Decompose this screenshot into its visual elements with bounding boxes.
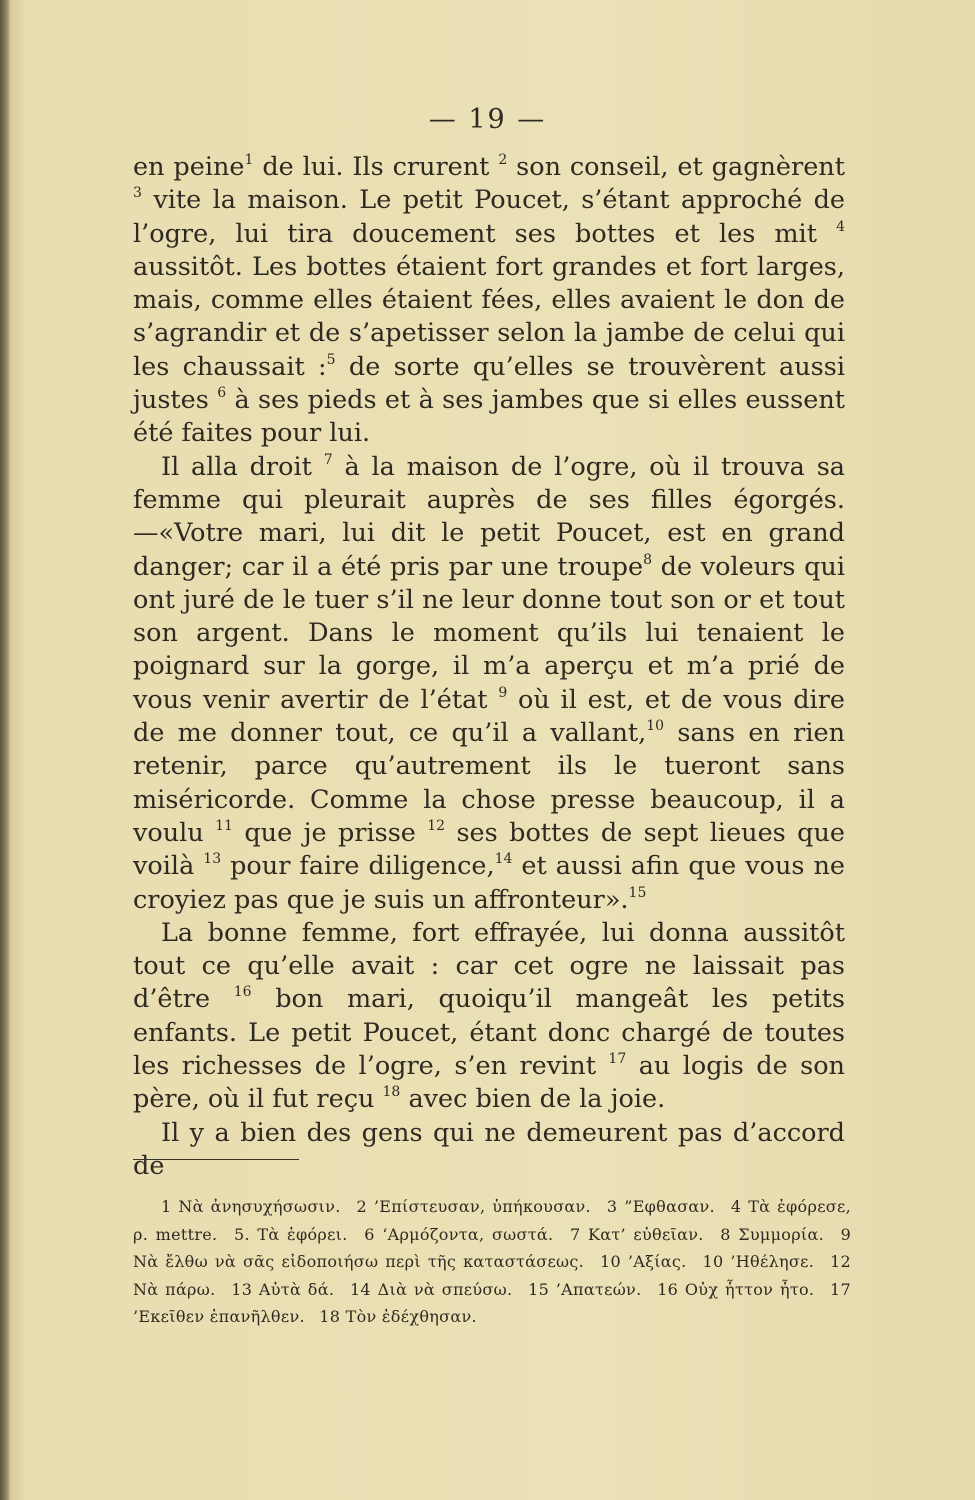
footnote-entry: 17 ’Εκεῖθεν ἐπανῆλθεν.	[133, 1279, 851, 1327]
page-binding-edge	[0, 0, 10, 1500]
footnote-entry: 10 ’Αξίας.	[599, 1252, 687, 1272]
footnote-entry: 7 Κατ’ εὐθεῖαν.	[569, 1224, 704, 1244]
footnote-marker: 1	[244, 152, 254, 168]
body-text	[133, 151, 845, 1183]
footnote-entry: 1 Νὰ ἀνησυχήσωσιν.	[161, 1197, 341, 1216]
footnote-entry: 15 ’Απατεών.	[528, 1279, 642, 1299]
footnotes	[133, 1193, 851, 1331]
footnote-marker: 16	[233, 984, 252, 1001]
footnote-entry: 2 ’Επίστευσαν, ὑπήκουσαν.	[356, 1197, 591, 1216]
footnote-entry: 8 Συμμορία.	[720, 1224, 824, 1244]
footnote-marker: 11	[215, 817, 233, 834]
body-paragraph: La bonne femme, fort effrayée, lui donna aussitôt tout ce qu’elle avait : car cet ogre ne laissait pas d’être $^{16}$ bon mari, quoiqu’il mangeât les petits enfants. Le petit Poucet, étant donc chargé de toutes les richesses de l’ogre, s’en revint $^{17}$ au logis de son père, où il fut reçu $^{18}$ avec bien de la joie.	[133, 917, 846, 1115]
footnote-marker: 12	[427, 817, 446, 834]
footnote-marker: 3	[133, 185, 142, 202]
footnote-marker: 4	[836, 218, 845, 235]
footnote-marker: 18	[382, 1084, 401, 1101]
footnote-marker: 2	[498, 152, 508, 168]
footnote-entry: 12 Νὰ πάρω.	[133, 1252, 852, 1299]
footnote-marker: 13	[203, 851, 222, 868]
footnote-paragraph	[133, 1193, 851, 1331]
footnote-marker: 5	[326, 351, 336, 368]
footnote-marker: 9	[498, 684, 508, 701]
footnote-entry: 9 Νὰ ἔλθω νὰ σᾶς εἰδοποιήσω περὶ τῆς καταστάσεως.	[133, 1224, 852, 1272]
footnote-entry: 18 Τὸν ἐδέχθησαν.	[319, 1307, 477, 1327]
footnote-marker: 7	[323, 451, 333, 468]
body-paragraph: en peine$^1$ de lui. Ils crurent $^2$ son conseil, et gagnèrent $^3$ vite la maison. Le petit Poucet, s’étant approché de l’ogre, lui tira doucement ses bottes et les mit $^4$ aussitôt. Les bottes étaient fort grandes et fort larges, mais, comme elles étaient fées, elles avaient le don de s’agrandir et de s’apetisser selon la jambe de celui qui les chaussait :$^5$ de sorte qu’elles se trouvèrent aussi justes $^6$ à ses pieds et à ses jambes que si elles eussent été faites pour lui.	[133, 152, 845, 449]
footnote-entry: 3 ”Εφθασαν.	[606, 1197, 715, 1216]
footnote-entry: 16 Οὐχ ἧττον ἦτο.	[657, 1279, 815, 1299]
footnote-entry: 4 Τὰ ἐφόρεσε, ρ. mettre.	[133, 1197, 851, 1244]
footnote-entry: 5. Τὰ ἐφόρει.	[234, 1224, 348, 1244]
footnote-entry: 14 Διὰ νὰ σπεύσω.	[349, 1279, 513, 1299]
footnote-entry: 10 ’Ηθέλησε.	[702, 1252, 815, 1272]
footnote-marker: 6	[217, 385, 227, 402]
footnote-marker: 10	[646, 718, 665, 735]
body-paragraph: Il y a bien des gens qui ne demeurent pas d’accord de	[133, 1117, 845, 1181]
body-paragraph: Il alla droit $^7$ à la maison de l’ogre, où il trouva sa femme qui pleurait auprès de ses filles égorgés.—«Votre mari, lui dit le petit Poucet, est en grand danger; car il a été pris par une troupe$^8$ de voleurs qui ont juré de le tuer s’il ne leur donne tout son or et tout son argent. Dans le moment qu’ils lui tenaient le poignard sur la gorge, il m’a aperçu et m’a prié de vous venir avertir de l’état $^9$ où il est, et de vous dire de me donner tout, ce qu’il a vallant,$^{10}$ sans en rien retenir, parce qu’autrement ils le tueront sans miséricorde. Comme la chose presse beaucoup, il a voulu $^{11}$ que je prisse $^{12}$ ses bottes de sept lieues que voilà $^{13}$ pour faire diligence,$^{14}$ et aussi afin que vous ne croyiez pas que je suis un affronteur».$^{15}$	[133, 451, 845, 915]
footnote-marker: 14	[494, 851, 513, 868]
footnote-entry: 6 ‘Αρμόζοντα, σωστά.	[364, 1224, 554, 1244]
footnote-separator	[133, 1159, 299, 1160]
footnote-marker: 17	[608, 1051, 627, 1068]
page-number: — 19 —	[428, 104, 547, 135]
footnote-entry: 13 Αὐτὰ δά.	[231, 1279, 335, 1299]
footnote-marker: 15	[628, 884, 647, 901]
footnote-marker: 8	[643, 551, 652, 568]
